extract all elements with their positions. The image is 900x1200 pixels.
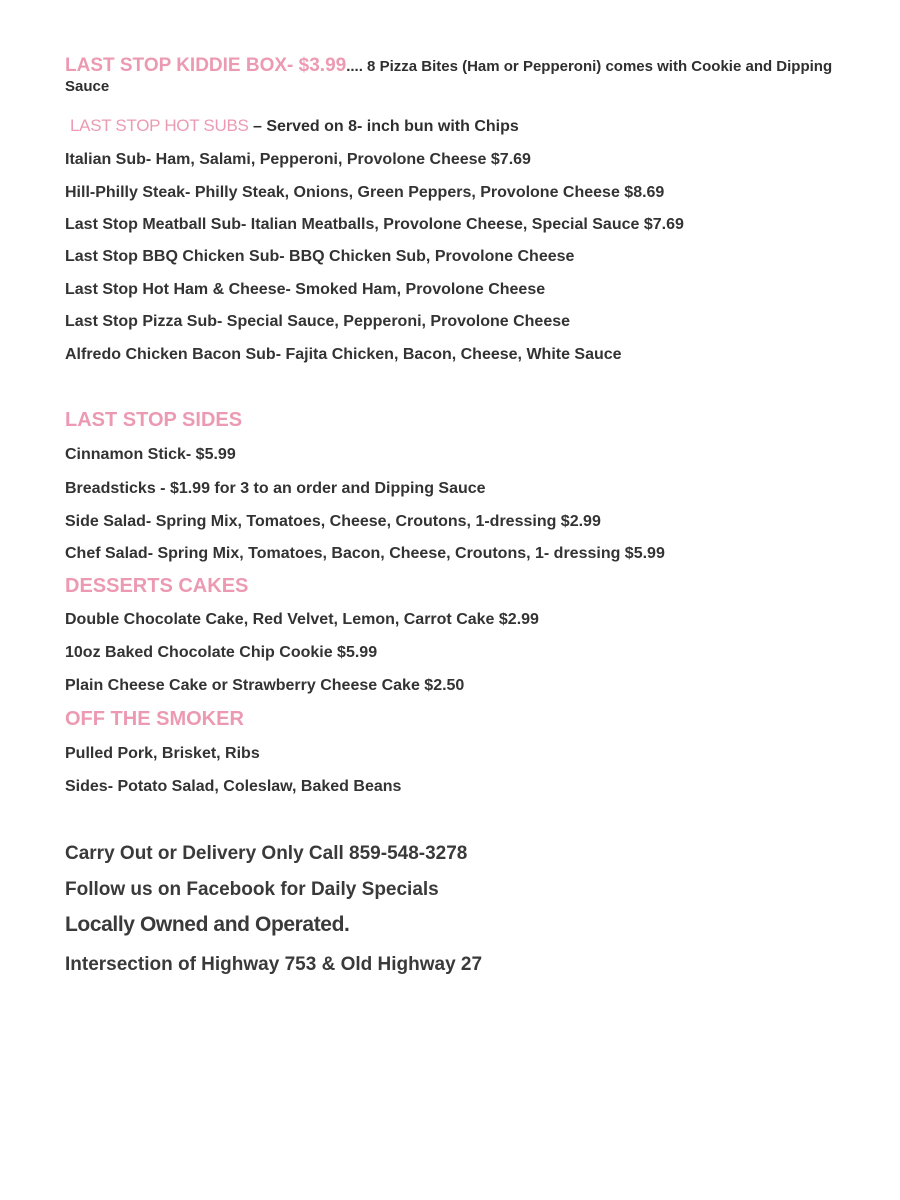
menu-item: Italian Sub- Ham, Salami, Pepperoni, Provolone Cheese $7.69: [65, 151, 531, 168]
hot-subs-title: LAST STOP HOT SUBS: [70, 116, 249, 135]
location-line: Intersection of Highway 753 & Old Highway 27: [65, 954, 483, 975]
hot-subs-heading: [70, 116, 519, 136]
menu-item: Cinnamon Stick- $5.99: [65, 446, 236, 463]
menu-item: Sides- Potato Salad, Coleslaw, Baked Beans: [65, 778, 402, 795]
kiddie-box-entry: [65, 56, 865, 97]
kiddie-box-title: LAST STOP KIDDIE BOX- $3.99: [65, 55, 347, 76]
facebook-line: Follow us on Facebook for Daily Specials: [65, 879, 439, 900]
menu-item: Plain Cheese Cake or Strawberry Cheese Cake $2.50: [65, 677, 465, 694]
menu-item: Breadsticks - $1.99 for 3 to an order and Dipping Sauce: [65, 480, 486, 497]
desserts-heading: DESSERTS CAKES: [65, 575, 249, 597]
hot-subs-subtitle: – Served on 8- inch bun with Chips: [248, 118, 519, 135]
smoker-heading: OFF THE SMOKER: [65, 708, 244, 730]
sides-heading: LAST STOP SIDES: [65, 409, 243, 431]
menu-item: Last Stop Meatball Sub- Italian Meatballs, Provolone Cheese, Special Sauce $7.69: [65, 216, 684, 233]
menu-item: 10oz Baked Chocolate Chip Cookie $5.99: [65, 644, 378, 661]
locally-owned-line: Locally Owned and Operated.: [65, 913, 350, 936]
kiddie-box-description: .... 8 Pizza Bites (Ham or Pepperoni) comes with Cookie and Dipping Sauce: [65, 58, 833, 95]
menu-item: Hill-Philly Steak- Philly Steak, Onions, Green Peppers, Provolone Cheese $8.69: [65, 184, 665, 201]
menu-item: Double Chocolate Cake, Red Velvet, Lemon, Carrot Cake $2.99: [65, 611, 539, 628]
menu-item: Alfredo Chicken Bacon Sub- Fajita Chicken, Bacon, Cheese, White Sauce: [65, 346, 622, 363]
contact-phone-line: Carry Out or Delivery Only Call 859-548-3278: [65, 843, 468, 864]
menu-item: Pulled Pork, Brisket, Ribs: [65, 745, 260, 762]
menu-item: Last Stop BBQ Chicken Sub- BBQ Chicken Sub, Provolone Cheese: [65, 248, 575, 265]
menu-item: Side Salad- Spring Mix, Tomatoes, Cheese, Croutons, 1-dressing $2.99: [65, 513, 601, 530]
menu-item: Last Stop Hot Ham & Cheese- Smoked Ham, Provolone Cheese: [65, 281, 546, 298]
menu-item: Chef Salad- Spring Mix, Tomatoes, Bacon, Cheese, Croutons, 1- dressing $5.99: [65, 545, 665, 562]
menu-item: Last Stop Pizza Sub- Special Sauce, Pepperoni, Provolone Cheese: [65, 313, 571, 330]
